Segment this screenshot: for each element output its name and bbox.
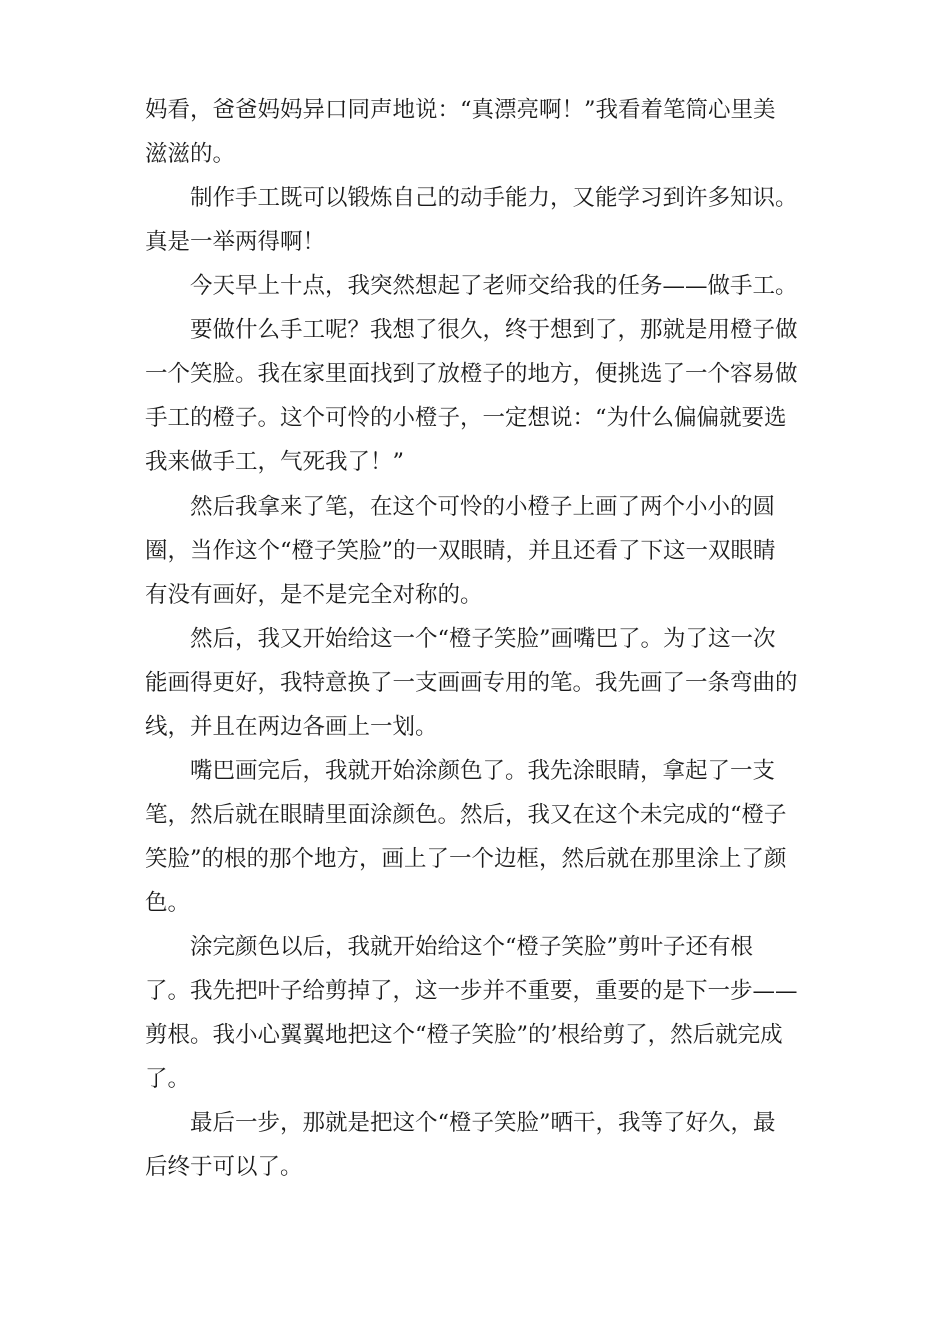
text-line: 然后我拿来了笔，在这个可怜的小橙子上画了两个小小的圆 [190, 494, 776, 520]
text-line: 圈，当作这个“橙子笑脸”的一双眼睛，并且还看了下这一双眼睛 [145, 538, 776, 564]
text-line: 嘴巴画完后，我就开始涂颜色了。我先涂眼睛，拿起了一支 [190, 758, 776, 784]
text-line: 有没有画好，是不是完全对称的。 [145, 582, 483, 608]
text-line: 一个笑脸。我在家里面找到了放橙子的地方，便挑选了一个容易做 [145, 361, 798, 387]
text-line: 涂完颜色以后，我就开始给这个“橙子笑脸”剪叶子还有根 [190, 934, 754, 960]
text-line: 能画得更好，我特意换了一支画画专用的笔。我先画了一条弯曲的 [145, 670, 798, 696]
text-line: 笔，然后就在眼睛里面涂颜色。然后，我又在这个未完成的“橙子 [145, 802, 787, 828]
text-line: 妈看，爸爸妈妈异口同声地说：“真漂亮啊！”我看着笔筒心里美 [145, 97, 776, 123]
text-line: 滋滋的。 [145, 141, 236, 167]
text-line: 真是一举两得啊！ [145, 229, 326, 255]
text-line: 后终于可以了。 [145, 1154, 303, 1180]
text-line: 笑脸”的根的那个地方，画上了一个边框，然后就在那里涂上了颜 [145, 846, 787, 872]
text-line: 剪根。我小心翼翼地把这个“橙子笑脸”的’根给剪了，然后就完成 [145, 1022, 783, 1048]
text-line: 我来做手工，气死我了！” [145, 449, 405, 475]
text-line: 色。 [145, 890, 191, 916]
text-line: 了。我先把叶子给剪掉了，这一步并不重要，重要的是下一步—— [145, 978, 798, 1004]
text-line: 要做什么手工呢？我想了很久，终于想到了，那就是用橙子做 [190, 317, 798, 343]
text-line: 制作手工既可以锻炼自己的动手能力，又能学习到许多知识。 [190, 185, 798, 211]
text-line: 线，并且在两边各画上一划。 [145, 714, 438, 740]
text-line: 手工的橙子。这个可怜的小橙子，一定想说：“为什么偏偏就要选 [145, 405, 787, 431]
text-line: 最后一步，那就是把这个“橙子笑脸”晒干，我等了好久，最 [190, 1110, 776, 1136]
text-line: 了。 [145, 1066, 191, 1092]
text-line: 今天早上十点，我突然想起了老师交给我的任务——做手工。 [190, 273, 798, 299]
text-line: 然后，我又开始给这一个“橙子笑脸”画嘴巴了。为了这一次 [190, 626, 776, 652]
